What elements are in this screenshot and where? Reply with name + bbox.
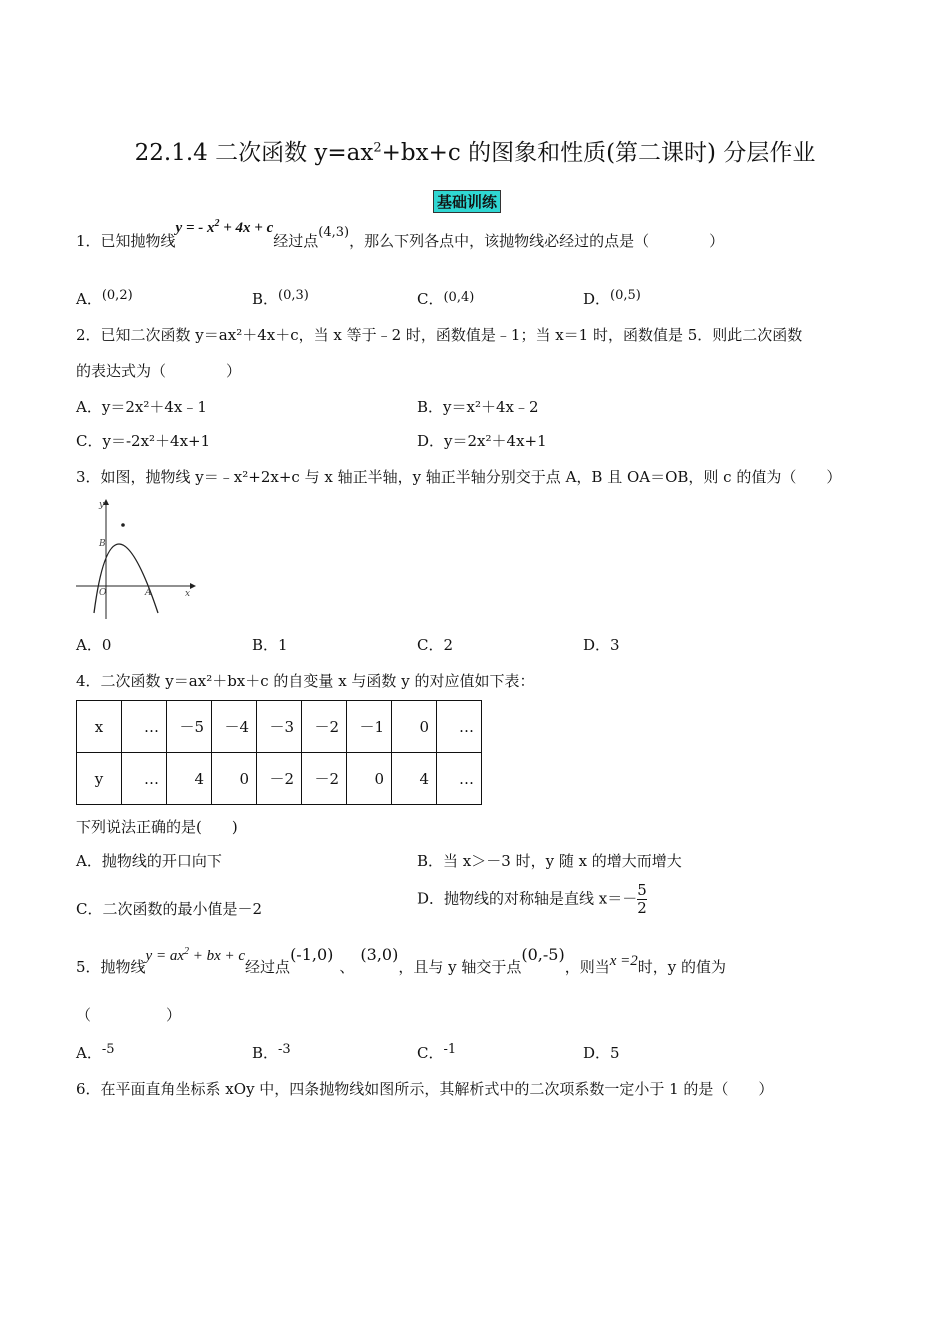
y-axis-label: y (99, 500, 105, 510)
question-4-prompt: 下列说法正确的是( ) (76, 818, 238, 836)
table-cell: －1 (347, 701, 392, 753)
table-cell: … (122, 701, 167, 753)
q1-option-d[interactable]: D．(0,5) (583, 288, 641, 308)
q3-option-a[interactable]: A．0 (76, 636, 112, 654)
table-cell: … (122, 753, 167, 805)
table-row-x (77, 701, 482, 753)
question-2-line-1: 2．已知二次函数 y＝ax²＋4x＋c，当 x 等于﹣2 时，函数值是﹣1；当 x＝1 时，函数值是 5．则此二次函数 (76, 326, 803, 344)
q2-option-c[interactable]: C．y＝-2x²＋4x+1 (76, 432, 211, 450)
q2-option-a[interactable]: A．y＝2x²＋4x﹣1 (76, 398, 207, 416)
question-6: 6．在平面直角坐标系 xOy 中，四条抛物线如图所示，其解析式中的二次项系数一定小于 1 的是（ ） (76, 1080, 774, 1098)
table-cell: 0 (212, 753, 257, 805)
point-a-label: A (145, 588, 152, 598)
q4-value-table (76, 700, 482, 805)
x-axis-label: x (185, 589, 191, 599)
question-5: 5．抛物线$y = ax^2$ + bx + c经过点(-1,0)、(3,0)，且与 y 轴交于点(0,-5)，则当x =2时，y 的值为 (76, 945, 727, 976)
q5-option-a[interactable]: A．-5 (76, 1042, 115, 1062)
q3-parabola-figure (72, 495, 197, 623)
table-cell: －4 (212, 701, 257, 753)
q5-answer-parens: （ ） (76, 1006, 182, 1024)
table-cell: 0 (347, 753, 392, 805)
table-cell: y (77, 753, 122, 805)
q1-option-b[interactable]: B．(0,3) (252, 288, 309, 308)
q5-option-b[interactable]: B．-3 (252, 1042, 291, 1062)
q5-option-c[interactable]: C．-1 (417, 1042, 457, 1062)
q5-option-d[interactable]: D．5 (583, 1044, 620, 1062)
table-cell: －2 (257, 753, 302, 805)
q3-option-d[interactable]: D．3 (583, 636, 620, 654)
q1-formula: y = - $x^2 + 4x + c$ (175, 218, 274, 236)
table-cell: x (77, 701, 122, 753)
section-badge: 基础训练 (433, 190, 501, 213)
table-cell: 0 (392, 701, 437, 753)
table-cell: 4 (392, 753, 437, 805)
table-cell: －3 (257, 701, 302, 753)
question-1: 1．已知抛物线y = - $x^2 + 4x + c$经过点(4,3)，那么下列各点中，该抛物线必经过的点是（ ） (76, 218, 725, 250)
q2-option-b[interactable]: B．y＝x²＋4x﹣2 (417, 398, 539, 416)
question-3: 3．如图，抛物线 y＝﹣x²+2x+c 与 x 轴正半轴，y 轴正半轴分别交于点 A，B 且 OA＝OB，则 c 的值为（ ） (76, 468, 842, 486)
q3-option-b[interactable]: B．1 (252, 636, 288, 654)
q5-formula: $y = ax^2$ + bx + c (145, 946, 246, 964)
table-cell: … (437, 753, 482, 805)
x-axis-arrow (190, 583, 196, 589)
q4-option-b[interactable]: B．当 x＞－3 时，y 随 x 的增大而增大 (417, 852, 682, 870)
q4-option-c[interactable]: C．二次函数的最小值是－2 (76, 900, 263, 918)
q1-option-a[interactable]: A．(0,2) (76, 288, 133, 308)
table-cell: … (437, 701, 482, 753)
vertex-point (121, 523, 125, 527)
table-cell: －2 (302, 701, 347, 753)
question-4: 4．二次函数 y＝ax²＋bx＋c 的自变量 x 与函数 y 的对应值如下表： (76, 672, 535, 690)
fraction-five-halves: $\frac{5}{2}$ (637, 881, 647, 917)
q4-option-d[interactable]: D．抛物线的对称轴是直线 x＝－ $\frac{5}{2}$ (417, 881, 647, 917)
q3-option-c[interactable]: C．2 (417, 636, 454, 654)
table-cell: －5 (167, 701, 212, 753)
page-title: 22.1.4 二次函数 $y=ax^2+bx+c$ 的图象和性质(第二课时) 分层作业 (134, 140, 816, 166)
origin-label: O (99, 588, 107, 598)
table-row-y (77, 753, 482, 805)
q1-option-c[interactable]: C．(0,4) (417, 290, 475, 308)
table-cell: －2 (302, 753, 347, 805)
q4-option-a[interactable]: A．抛物线的开口向下 (76, 852, 222, 870)
table-cell: 4 (167, 753, 212, 805)
parabola-curve (94, 544, 158, 613)
q2-option-d[interactable]: D．y＝2x²＋4x+1 (417, 432, 547, 450)
question-2-line-2: 的表达式为（ ） (76, 362, 242, 380)
point-b-label: B (99, 539, 106, 549)
